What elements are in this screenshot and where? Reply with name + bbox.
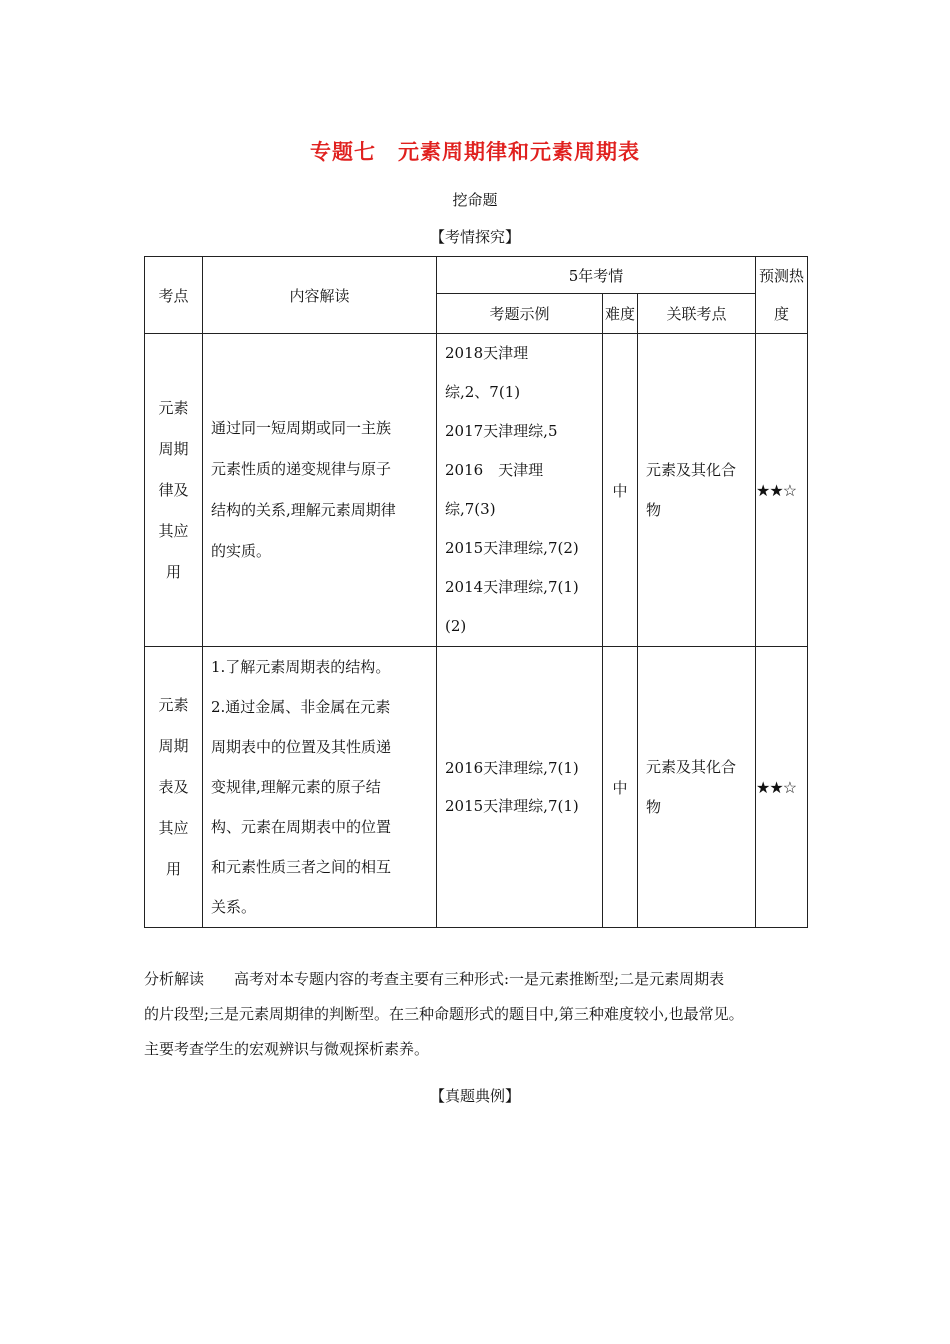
row1-content-line: 元素性质的递变规律与原子 xyxy=(211,460,392,478)
row2-content-line: 构、元素在周期表中的位置 xyxy=(211,818,392,836)
section-heading-zhenti: 【真题典例】 xyxy=(429,1087,520,1105)
row1-kaodian-line: 周期 xyxy=(158,439,189,458)
row1-example-line: 综,7(3) xyxy=(445,500,496,518)
row1-examples xyxy=(437,334,603,647)
row2-kaodian-line: 其应 xyxy=(158,818,189,837)
row2-content-line: 2.通过金属、非金属在元素 xyxy=(211,698,391,716)
row2-content-line: 关系。 xyxy=(211,898,257,916)
analysis-paragraph xyxy=(144,962,819,1067)
row2-kaodian-line: 表及 xyxy=(158,777,189,796)
row2-examples xyxy=(437,647,603,928)
row2-kaodian-line: 周期 xyxy=(158,736,189,755)
row1-forecast-stars: ★★☆ xyxy=(756,334,808,647)
row1-example-line: (2) xyxy=(445,617,467,635)
row1-content-line: 的实质。 xyxy=(211,542,272,560)
row1-related-line: 物 xyxy=(646,501,662,519)
header-related: 关联考点 xyxy=(638,294,756,334)
row1-kaodian-line: 元素 xyxy=(158,398,189,417)
row1-content-line: 结构的关系,理解元素周期律 xyxy=(211,501,396,519)
header-forecast xyxy=(756,257,808,334)
row1-example-line: 2015天津理综,7(2) xyxy=(445,539,579,557)
row2-content-line: 和元素性质三者之间的相互 xyxy=(211,858,392,876)
row1-content xyxy=(203,334,437,647)
table-row xyxy=(145,334,808,647)
row1-example-line: 综,2、7(1) xyxy=(445,383,521,401)
header-forecast-line2: 度 xyxy=(773,305,789,323)
row1-example-line: 2016 天津理 xyxy=(445,461,544,479)
row1-related xyxy=(638,334,756,647)
header-neirong: 内容解读 xyxy=(203,257,437,334)
page-title: 专题七 元素周期律和元素周期表 xyxy=(310,140,640,164)
row1-kaodian-line: 其应 xyxy=(158,521,189,540)
row2-example-line: 2016天津理综,7(1) xyxy=(445,759,579,777)
row2-related-line: 物 xyxy=(646,798,662,816)
row2-forecast-stars: ★★☆ xyxy=(756,647,808,928)
header-forecast-line1: 预测热 xyxy=(758,267,804,285)
row2-difficulty: 中 xyxy=(603,647,638,928)
exam-analysis-table xyxy=(144,256,808,928)
row1-kaodian-line: 律及 xyxy=(158,480,189,499)
row2-kaodian xyxy=(145,647,203,928)
row1-kaodian-line: 用 xyxy=(165,562,181,581)
row1-example-line: 2017天津理综,5 xyxy=(445,422,558,440)
header-kaodian: 考点 xyxy=(145,257,203,334)
row2-content-line: 1.了解元素周期表的结构。 xyxy=(211,658,391,676)
table-row xyxy=(145,647,808,928)
analysis-line: 分析解读 高考对本专题内容的考查主要有三种形式:一是元素推断型;二是元素周期表 xyxy=(144,970,725,988)
row1-related-line: 元素及其化合 xyxy=(646,461,737,479)
row1-difficulty: 中 xyxy=(603,334,638,647)
row2-kaodian-line: 用 xyxy=(165,859,181,878)
row1-example-line: 2014天津理综,7(1) xyxy=(445,578,579,596)
analysis-line: 的片段型;三是元素周期律的判断型。在三种命题形式的题目中,第三种难度较小,也最常见。 xyxy=(144,1005,744,1023)
row2-example-line: 2015天津理综,7(1) xyxy=(445,797,579,815)
row2-content xyxy=(203,647,437,928)
section-heading-kaoqing: 【考情探究】 xyxy=(429,228,520,246)
row2-related-line: 元素及其化合 xyxy=(646,758,737,776)
row1-example-line: 2018天津理 xyxy=(445,344,529,362)
row1-content-line: 通过同一短周期或同一主族 xyxy=(211,419,392,437)
analysis-line: 主要考查学生的宏观辨识与微观探析素养。 xyxy=(144,1040,430,1058)
header-example: 考题示例 xyxy=(437,294,603,334)
row2-content-line: 变规律,理解元素的原子结 xyxy=(211,778,381,796)
header-difficulty: 难度 xyxy=(603,294,638,334)
subtitle: 挖命题 xyxy=(452,191,498,209)
row2-content-line: 周期表中的位置及其性质递 xyxy=(211,738,392,756)
row2-kaodian-line: 元素 xyxy=(158,695,189,714)
row2-related xyxy=(638,647,756,928)
header-five-year: 5年考情 xyxy=(437,257,756,294)
row1-kaodian xyxy=(145,334,203,647)
